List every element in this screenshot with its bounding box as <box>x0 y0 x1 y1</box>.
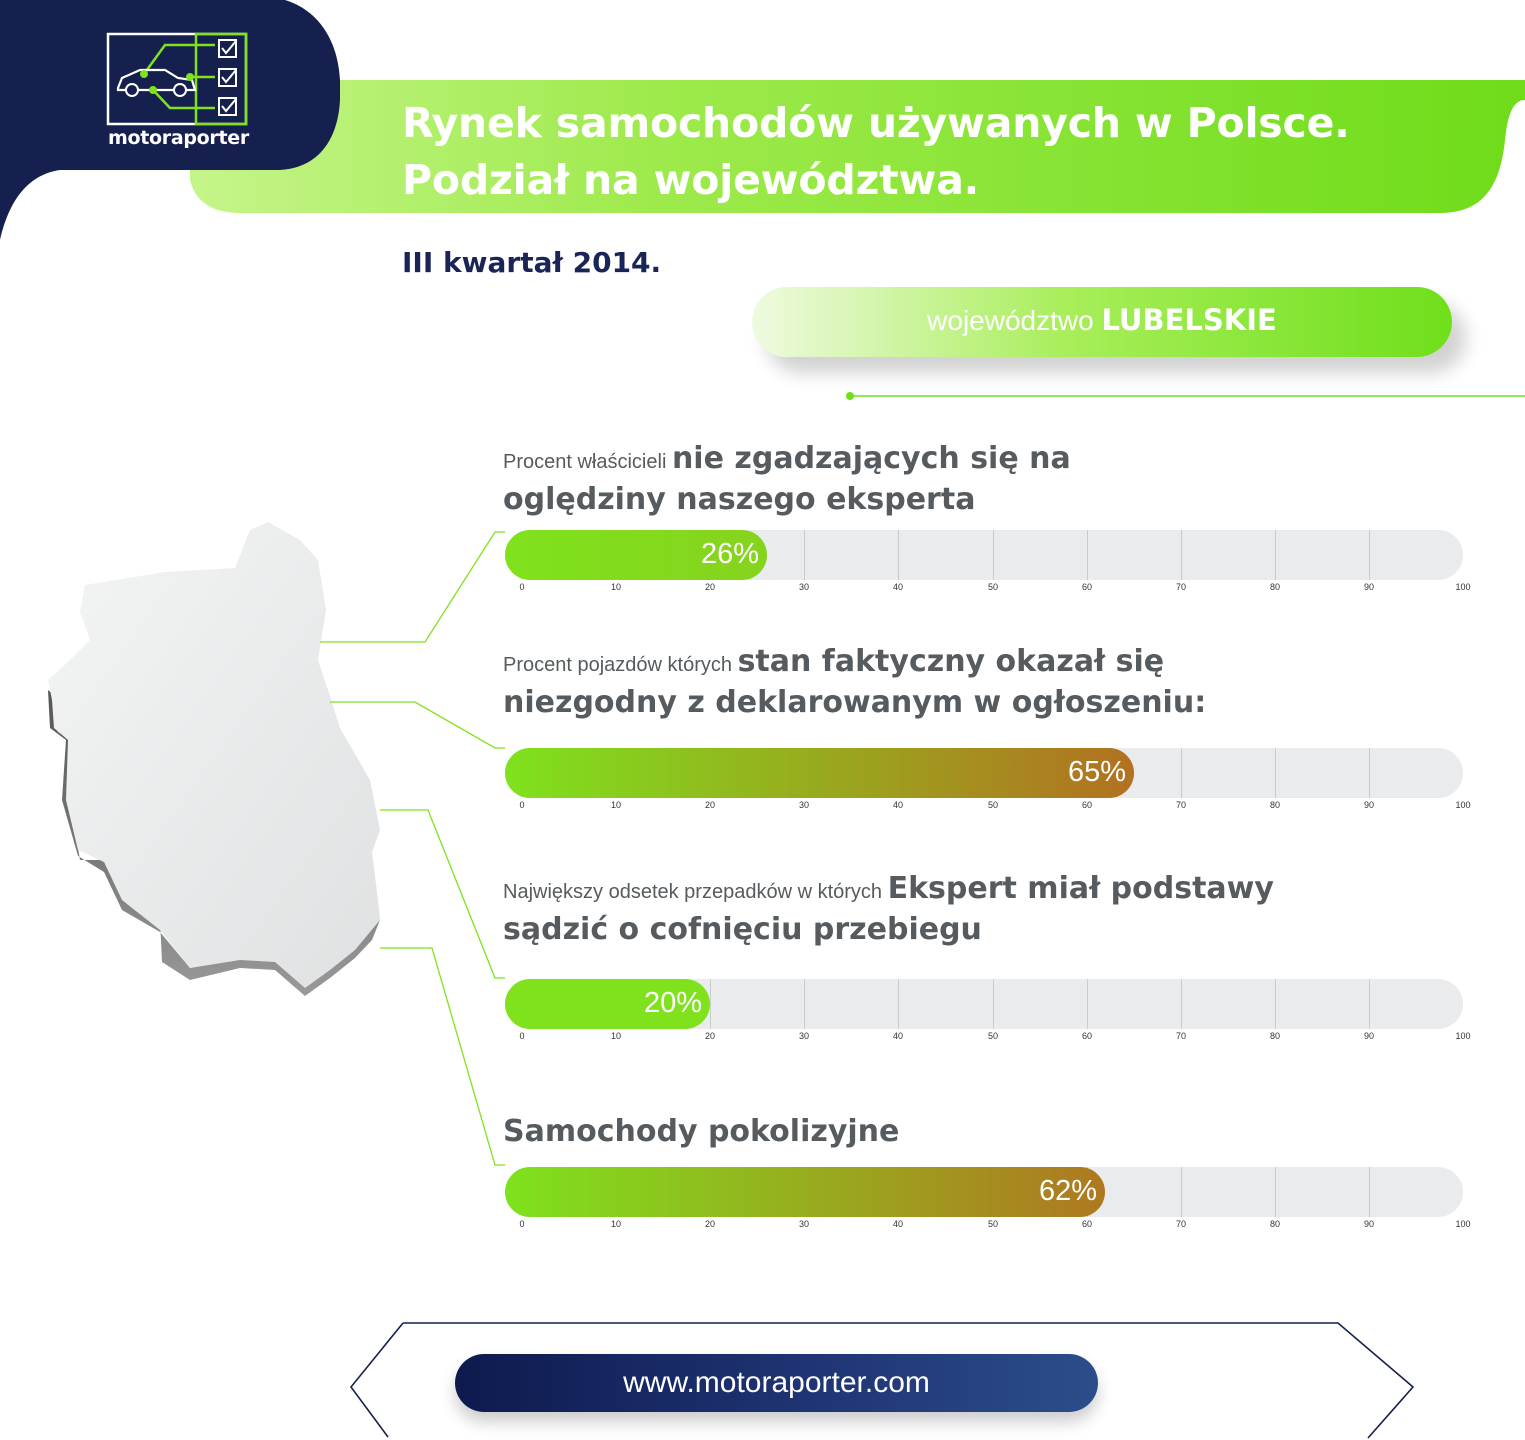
tick-label: 90 <box>1363 1031 1375 1041</box>
tick-label: 100 <box>1455 582 1471 592</box>
question-1 <box>503 441 1071 523</box>
gridline <box>1181 1167 1182 1217</box>
title-line-1: Rynek samochodów używanych w Polsce. <box>402 99 1350 147</box>
gridline <box>710 979 711 1029</box>
tick-label: 50 <box>987 582 999 592</box>
tick-label: 80 <box>1269 1219 1281 1229</box>
tick-labels <box>505 800 1475 814</box>
tick-label: 60 <box>1081 1219 1093 1229</box>
gridline <box>1275 530 1276 580</box>
tick-labels <box>505 582 1475 596</box>
question-1-bold-1: nie zgadzających się na <box>671 441 1071 476</box>
tick-label: 70 <box>1175 800 1187 810</box>
tick-label: 0 <box>519 582 525 592</box>
tick-label: 90 <box>1363 1219 1375 1229</box>
gridline <box>1275 1167 1276 1217</box>
tick-label: 10 <box>610 1031 622 1041</box>
data-label: 62% <box>1038 1175 1097 1207</box>
website-url: www.motoraporter.com <box>623 1366 930 1399</box>
gridline <box>993 530 994 580</box>
tick-label: 20 <box>704 582 716 592</box>
data-label: 20% <box>643 987 702 1019</box>
tick-label: 50 <box>987 1031 999 1041</box>
question-4 <box>503 1114 899 1155</box>
bar-track-1 <box>505 530 1463 580</box>
tick-label: 20 <box>704 1219 716 1229</box>
gridline <box>804 979 805 1029</box>
question-2-bold-1: stan faktyczny okazał się <box>737 644 1165 679</box>
logo <box>0 0 340 240</box>
tick-label: 30 <box>798 1219 810 1229</box>
tick-label: 40 <box>892 1031 904 1041</box>
tick-label: 10 <box>610 582 622 592</box>
tick-label: 40 <box>892 582 904 592</box>
gridline <box>1087 979 1088 1029</box>
period-label: III kwartał 2014. <box>402 246 662 279</box>
question-3-bold-2: sądzić o cofnięciu przebiegu <box>503 912 982 947</box>
gridline <box>1087 530 1088 580</box>
question-2-bold-2: niezgodny z deklarowanym w ogłoszeniu: <box>503 685 1207 720</box>
gridline <box>1181 748 1182 798</box>
gridline <box>1275 979 1276 1029</box>
bar <box>505 748 1134 798</box>
page-title <box>402 95 1350 209</box>
gridline <box>993 979 994 1029</box>
gridline <box>898 530 899 580</box>
tick-label: 100 <box>1455 1031 1471 1041</box>
region-badge <box>752 287 1452 357</box>
region-prefix: województwo <box>927 305 1094 336</box>
gridline <box>1369 979 1370 1029</box>
tick-label: 80 <box>1269 582 1281 592</box>
tick-label: 70 <box>1175 582 1187 592</box>
question-3 <box>503 871 1274 953</box>
tick-label: 60 <box>1081 582 1093 592</box>
tick-label: 50 <box>987 1219 999 1229</box>
tick-label: 70 <box>1175 1031 1187 1041</box>
data-label: 26% <box>700 538 759 570</box>
gridline <box>1369 530 1370 580</box>
tick-label: 100 <box>1455 800 1471 810</box>
tick-label: 20 <box>704 1031 716 1041</box>
tick-label: 20 <box>704 800 716 810</box>
bar-track-3 <box>505 979 1463 1029</box>
tick-label: 30 <box>798 582 810 592</box>
tick-label: 90 <box>1363 800 1375 810</box>
bar-track-4 <box>505 1167 1463 1217</box>
question-1-bold-2: oględziny naszego eksperta <box>503 482 976 517</box>
gridline <box>1369 1167 1370 1217</box>
gridline <box>1181 530 1182 580</box>
question-2-normal: Procent pojazdów których <box>503 654 738 676</box>
gridline <box>1369 748 1370 798</box>
gridline <box>804 530 805 580</box>
bar <box>505 979 710 1029</box>
question-3-normal: Największy odsetek przepadków w których <box>503 881 888 903</box>
tick-label: 40 <box>892 1219 904 1229</box>
connector-lines <box>320 520 520 1180</box>
tick-label: 10 <box>610 800 622 810</box>
data-label: 65% <box>1067 756 1126 788</box>
title-line-2: Podział na województwa. <box>402 156 980 204</box>
region-name: LUBELSKIE <box>1101 303 1277 337</box>
tick-labels <box>505 1031 1475 1045</box>
question-2 <box>503 644 1206 726</box>
gridline <box>898 979 899 1029</box>
tick-label: 30 <box>798 1031 810 1041</box>
tick-label: 10 <box>610 1219 622 1229</box>
question-4-bold-1: Samochody pokolizyjne <box>503 1114 900 1149</box>
tick-label: 80 <box>1269 800 1281 810</box>
gridline <box>1181 979 1182 1029</box>
tick-label: 0 <box>519 1219 525 1229</box>
divider-line <box>840 388 1525 404</box>
tick-label: 50 <box>987 800 999 810</box>
gridline <box>1275 748 1276 798</box>
question-3-bold-1: Ekspert miał podstawy <box>887 871 1274 906</box>
tick-label: 100 <box>1455 1219 1471 1229</box>
tick-labels <box>505 1219 1475 1233</box>
bar <box>505 530 767 580</box>
brand-name: motoraporter <box>108 127 249 149</box>
question-1-normal: Procent właścicieli <box>503 451 672 473</box>
tick-label: 40 <box>892 800 904 810</box>
tick-label: 30 <box>798 800 810 810</box>
footer-badge <box>455 1354 1098 1412</box>
bar-track-2 <box>505 748 1463 798</box>
tick-label: 80 <box>1269 1031 1281 1041</box>
region-label <box>752 303 1452 337</box>
tick-label: 0 <box>519 800 525 810</box>
bar <box>505 1167 1105 1217</box>
tick-label: 70 <box>1175 1219 1187 1229</box>
tick-label: 90 <box>1363 582 1375 592</box>
tick-label: 0 <box>519 1031 525 1041</box>
tick-label: 60 <box>1081 1031 1093 1041</box>
tick-label: 60 <box>1081 800 1093 810</box>
